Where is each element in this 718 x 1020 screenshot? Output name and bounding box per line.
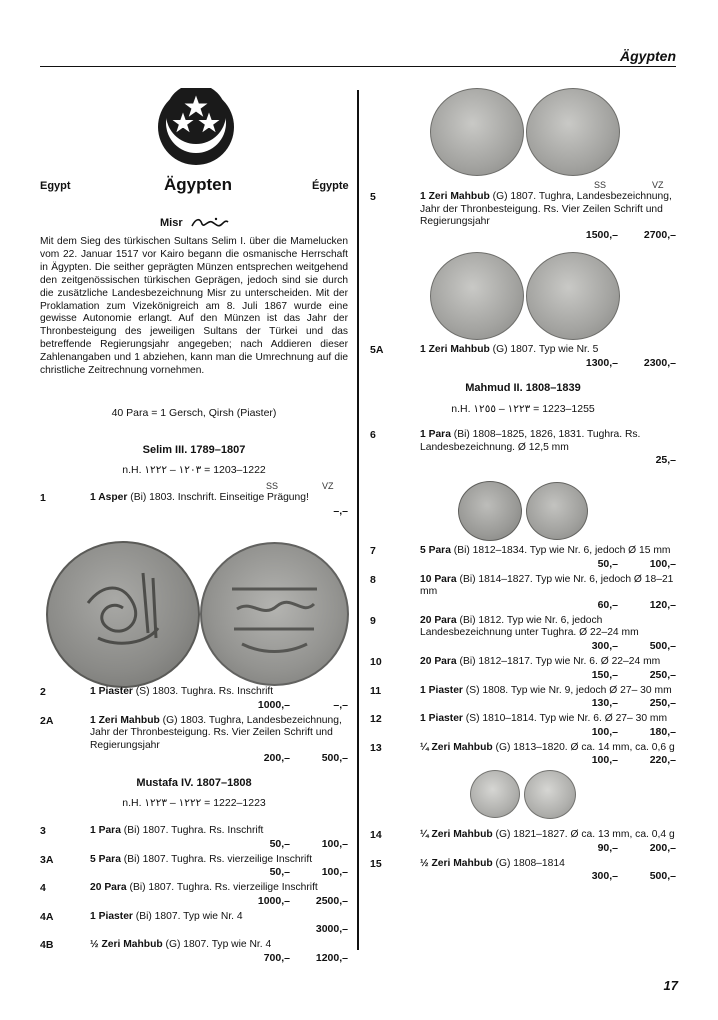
price-ss: 1000,– — [257, 894, 290, 907]
coin-denomination: ¼ Zeri Mahbub — [420, 829, 493, 840]
price-ss: 700,– — [263, 951, 290, 964]
coin-photo-1-piaster-reverse — [200, 542, 349, 686]
price-vz: –,– — [333, 504, 348, 517]
entry-description — [90, 825, 348, 838]
entry-description — [90, 939, 348, 952]
price-vz: 180,– — [649, 725, 676, 738]
coin-denomination: 1 Piaster — [90, 910, 133, 922]
price-vz: 2700,– — [643, 228, 676, 241]
coin-denomination: 1 Zeri Mahbub — [90, 714, 160, 726]
ruler-heading-mahmud: Mahmud II. 1808–1839 — [465, 382, 581, 394]
entry-description — [90, 854, 348, 867]
price-vz: 2300,– — [643, 356, 676, 369]
entry-description — [90, 911, 348, 924]
coin-photo-zeri-mahbub-obverse — [430, 88, 524, 176]
price-ss: 100,– — [591, 754, 618, 767]
entry-description — [420, 545, 676, 558]
coin-photo-quarter-zeri-reverse — [524, 770, 576, 819]
coin-denomination: 1 Asper — [90, 492, 128, 503]
price-ss: 150,– — [591, 668, 618, 681]
entry-description — [90, 882, 348, 895]
coin-details: (Bi) 1808–1825, 1826, 1831. Tughra. Rs. Landesbezeichnung. Ø 12,5 mm — [420, 429, 641, 453]
price-ss — [558, 454, 618, 466]
coin-denomination: 1 Zeri Mahbub — [420, 344, 490, 355]
price-ss: 50,– — [269, 866, 290, 879]
coin-photo-zeri-mahbub-5a-reverse — [526, 252, 620, 340]
catalog-list — [370, 191, 676, 245]
price-vz: 100,– — [321, 837, 348, 850]
grade-header-vz: VZ — [322, 481, 334, 491]
catalog-entry — [40, 911, 348, 936]
price-vz: 250,– — [649, 697, 676, 710]
entry-number: 8 — [370, 573, 376, 586]
coin-details: (Bi) 1807. Tughra. Rs. vierzeilige Inschrift — [126, 882, 318, 894]
catalog-entry — [370, 615, 676, 652]
price-ss: 1500,– — [585, 228, 618, 241]
coin-denomination: 1 Piaster — [420, 684, 463, 696]
price-vz: 1200,– — [315, 951, 348, 964]
catalog-entry — [370, 829, 676, 854]
coin-denomination: 1 Para — [420, 429, 451, 440]
price-ss: 130,– — [591, 697, 618, 710]
entry-description — [420, 191, 676, 229]
catalog-entry — [40, 882, 348, 907]
entry-description — [90, 715, 348, 753]
entry-number: 13 — [370, 741, 382, 754]
country-name-german: Ägypten — [164, 175, 232, 194]
coin-denomination: 1 Para — [90, 825, 121, 836]
coin-photo-zeri-mahbub-reverse — [526, 88, 620, 176]
entry-number: 6 — [370, 429, 376, 441]
country-name-french: Égypte — [312, 180, 349, 192]
coin-denomination: ¼ Zeri Mahbub — [420, 741, 493, 753]
catalog-list — [370, 344, 676, 373]
coin-details: (S) 1810–1814. Typ wie Nr. 6. Ø 27– 30 mm — [462, 713, 668, 725]
price-ss: 90,– — [597, 841, 618, 854]
coin-denomination: 1 Zeri Mahbub — [420, 191, 490, 202]
coin-details: (S) 1808. Typ wie Nr. 9, jedoch Ø 27– 30 mm — [462, 684, 672, 696]
price-vz: 500,– — [321, 752, 348, 765]
entry-number: 3 — [40, 825, 46, 837]
price-vz: 100,– — [321, 866, 348, 879]
entry-number: 5 — [370, 191, 376, 203]
coin-photo-zeri-mahbub-5a-obverse — [430, 252, 524, 340]
entry-number: 5A — [370, 344, 384, 356]
arabic-inscription-icon — [202, 544, 347, 684]
column-divider — [357, 90, 359, 950]
entry-number: 1 — [40, 492, 46, 504]
coin-details: (Bi) 1812–1834. Typ wie Nr. 6, jedoch Ø 15 mm — [450, 545, 671, 556]
currency-note: 40 Para = 1 Gersch, Qirsh (Piaster) — [111, 407, 277, 419]
coin-denomination: 5 Para — [90, 853, 121, 865]
coin-details: (Bi) 1807. Typ wie Nr. 4 — [132, 910, 243, 922]
entry-number: 11 — [370, 684, 382, 697]
price-vz: 2500,– — [315, 894, 348, 907]
country-name-english: Egypt — [40, 180, 71, 192]
coin-details: (G) 1813–1820. Ø ca. 14 mm, ca. 0,6 g — [492, 741, 675, 753]
catalog-entry — [370, 656, 676, 681]
entry-number: 15 — [370, 857, 382, 870]
entry-number: 4A — [40, 910, 54, 923]
coin-details: (G) 1803. Tughra, Landesbezeichnung, Jahr der Thronbesteigung. Rs. Vier Zeilen Schrift und Regierungsjahr — [90, 714, 342, 751]
catalog-entry — [370, 574, 676, 611]
price-ss: 100,– — [591, 725, 618, 738]
entry-description — [420, 615, 676, 640]
price-ss: 300,– — [591, 639, 618, 652]
entry-number: 14 — [370, 829, 382, 841]
entry-description — [420, 742, 676, 755]
entry-number: 9 — [370, 614, 376, 627]
price-vz: 500,– — [649, 639, 676, 652]
coin-denomination: 20 Para — [420, 655, 457, 667]
ruler-heading-mustafa: Mustafa IV. 1807–1808 — [136, 777, 252, 789]
price-ss: 50,– — [597, 557, 618, 570]
entry-description — [420, 429, 676, 454]
catalog-entry — [370, 429, 676, 466]
catalog-entry — [370, 344, 676, 369]
catalog-entry — [40, 715, 348, 765]
coin-photo-quarter-zeri-obverse — [470, 770, 520, 818]
entry-description — [420, 829, 676, 842]
price-vz: 220,– — [649, 754, 676, 767]
entry-description — [420, 344, 676, 357]
price-vz: 25,– — [655, 454, 676, 467]
grade-header-ss: SS — [266, 481, 279, 491]
coin-denomination: 20 Para — [420, 614, 457, 626]
catalog-list — [40, 686, 348, 768]
entry-number: 7 — [370, 545, 376, 557]
entry-number: 3A — [40, 853, 54, 866]
price-ss: 60,– — [597, 598, 618, 611]
entry-number: 2 — [40, 686, 46, 698]
catalog-entry — [370, 545, 676, 570]
coin-denomination: ½ Zeri Mahbub — [90, 939, 163, 951]
catalog-entry — [370, 713, 676, 738]
grade-header-ss: SS — [594, 180, 607, 190]
price-ss: 50,– — [269, 837, 290, 850]
egypt-crescent-emblem — [157, 88, 235, 166]
catalog-entry — [40, 854, 348, 879]
coin-details: (Bi) 1812–1817. Typ wie Nr. 6. Ø 22–24 mm — [456, 655, 661, 667]
catalog-entry — [40, 825, 348, 850]
coin-denomination: 5 Para — [420, 545, 451, 556]
entry-number: 2A — [40, 714, 54, 727]
coin-photo-1-piaster-obverse — [46, 541, 200, 688]
entry-description — [420, 713, 676, 726]
coin-details: (S) 1803. Tughra. Rs. Inschrift — [132, 686, 274, 697]
entry-description — [420, 574, 676, 599]
entry-description — [420, 858, 676, 871]
coin-denomination: ½ Zeri Mahbub — [420, 857, 493, 869]
catalog-entry — [40, 939, 348, 964]
price-vz: 3000,– — [315, 923, 348, 936]
price-vz: –,– — [333, 698, 348, 711]
entry-number: 10 — [370, 655, 382, 668]
arabic-misr-script-icon — [190, 216, 230, 230]
price-ss — [230, 505, 290, 517]
catalog-entry — [40, 686, 348, 711]
intro-text: Mit dem Sieg des türkischen Sultans Selim I. über die Mamelucken vom 22. Januar 1517 vor Kairo begann die osmanische Herrschaft in Ägypten. Die seither geprägten Münzen entsprechen weitgehend den zeitgenössischen türkischen Geprägen, jedoch sind sie durch die zusätzliche Landesbezeichnung Misr zu unterscheiden. Mit der Proklamation zum Vizekönigreich am 8. Juli 1867 wurde eine gewisse Autonomie erlangt. Auf den Münzen ist das Jahr der Thronbesteigung des jeweiligen Sultans der Türkei und das betreffende Regierungsjahr angegeben; nach Addieren dieser Zahlenangaben und 1 abziehen, kann man die Umrechnung auf die christliche Zeitrechnung vornehmen. — [40, 236, 348, 377]
coin-denomination: 1 Piaster — [90, 686, 133, 697]
entry-description — [420, 656, 676, 669]
coin-details: (Bi) 1814–1827. Typ wie Nr. 6, jedoch Ø 18–21 mm — [420, 573, 674, 598]
price-vz: 100,– — [649, 557, 676, 570]
hijri-dates-selim: n.H. ١٢٠٣ – ١٢٢٢ = 1203–1222 — [122, 464, 266, 476]
entry-number: 12 — [370, 713, 382, 726]
catalog-entry — [370, 685, 676, 710]
price-vz: 250,– — [649, 668, 676, 681]
coin-details: (Bi) 1812. Typ wie Nr. 6, jedoch Landesbezeichnung unter Tughra. Ø 22–24 mm — [420, 614, 639, 639]
coin-details: (G) 1807. Tughra, Landesbezeichnung, Jahr der Thronbesteigung. Rs. Vier Zeilen Schrift und Regierungsjahr — [420, 191, 672, 228]
ruler-heading-selim: Selim III. 1789–1807 — [142, 444, 246, 456]
price-ss: 200,– — [263, 752, 290, 765]
coin-details: (Bi) 1807. Tughra. Rs. vierzeilige Inschrift — [120, 853, 313, 865]
entry-number: 4 — [40, 882, 46, 895]
catalog-entry — [40, 492, 348, 517]
price-ss: 1300,– — [585, 356, 618, 369]
price-ss: 300,– — [591, 870, 618, 883]
coin-denomination: 10 Para — [420, 573, 457, 585]
catalog-list — [370, 545, 676, 770]
misr-label: Misr — [160, 216, 230, 230]
hijri-dates-mustafa: n.H. ١٢٢٢ – ١٢٢٣ = 1222–1223 — [122, 797, 266, 809]
coin-details: (G) 1807. Typ wie Nr. 5 — [489, 344, 599, 355]
hijri-dates-mahmud: n.H. ١٢٢٣ – ١٢٥٥ = 1223–1255 — [451, 403, 595, 415]
entry-description — [90, 492, 348, 505]
catalog-entry — [370, 191, 676, 241]
price-vz: 120,– — [649, 598, 676, 611]
coin-denomination: 1 Piaster — [420, 713, 463, 725]
price-vz: 500,– — [649, 870, 676, 883]
grade-header-vz: VZ — [652, 180, 664, 190]
coin-photo-para-obverse — [458, 481, 522, 541]
page-header-title: Ägypten — [620, 48, 676, 64]
catalog-entry — [370, 858, 676, 883]
entry-number: 4B — [40, 939, 54, 952]
page-header-rule — [40, 46, 676, 67]
catalog-list — [370, 429, 676, 470]
coin-details: (G) 1807. Typ wie Nr. 4 — [162, 939, 272, 951]
entry-description — [90, 686, 348, 699]
coin-details: (Bi) 1807. Tughra. Rs. Inschrift — [120, 825, 264, 836]
coin-details: (G) 1808–1814 — [492, 857, 565, 869]
price-ss: 1000,– — [257, 698, 290, 711]
coin-denomination: 20 Para — [90, 882, 127, 894]
coin-details: (Bi) 1803. Inschrift. Einseitige Prägung! — [127, 492, 309, 503]
catalog-entry — [370, 742, 676, 767]
coin-details: (G) 1821–1827. Ø ca. 13 mm, ca. 0,4 g — [492, 829, 675, 840]
coin-photo-para-reverse — [526, 482, 588, 540]
page-number: 17 — [663, 978, 678, 993]
entry-description — [420, 685, 676, 698]
catalog-list — [40, 492, 348, 521]
tughra-icon — [48, 543, 198, 686]
price-ss — [230, 923, 290, 935]
catalog-list — [40, 825, 348, 968]
price-vz: 200,– — [649, 841, 676, 854]
catalog-list — [370, 829, 676, 886]
